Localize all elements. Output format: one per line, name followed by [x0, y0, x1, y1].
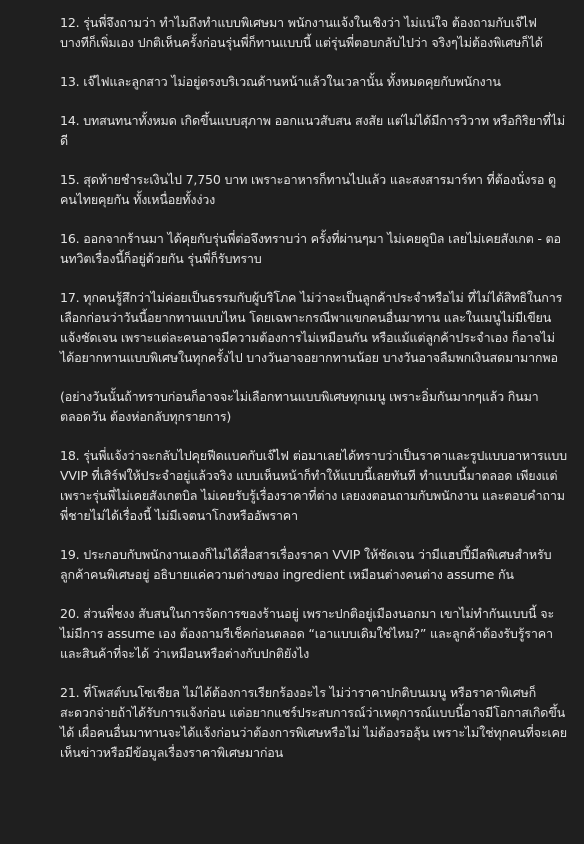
paragraph-21: 21. ที่โพสต์บนโซเชียล ไม่ได้ต้องการเรียกร้องอะไร ไม่ว่าราคาปกติบนเมนู หรือราคาพิเศษก็สะดวกจ่ายถ้าได้รับการแจ้งก่อน แต่อยากแชร์ประสบการณ์ว่าเหตุการณ์แบบนี้อาจมีโอกาสเกิดขึ้นได้ เผื่อคนอื่นมาทานจะได้แจ้งก่อนว่าต้องการพิเศษหรือไม่ ไม่ต้องรอลุ้น เพราะไม่ใช่ทุกคนที่จะเคยเห็นข่าวหรือมีข้อมูลเรื่องราคาพิเศษมาก่อน [60, 685, 567, 760]
paragraph-12: 12. รุ่นพี่จึงถามว่า ทำไมถึงทำแบบพิเศษมา พนักงานแจ้งในเชิงว่า ไม่แน่ใจ ต้องถามกับเจ๊ไฟ บางทีก็เพิ่มเอง ปกติเห็นครั้งก่อนรุ่นพี่ก็ทานแบบนี้ แต่รุ่นพี่ตอบกลับไปว่า จริงๆไม่ต้องพิเศษก็ได้ [60, 15, 543, 50]
paragraph-17-note: (อย่างวันนั้นถ้าทราบก่อนก็อาจจะไม่เลือกทานแบบพิเศษทุกเมนู เพราะอิ่มกันมากๆแล้ว กินมาตลอดวัน ต้องห่อกลับทุกรายการ) [60, 389, 539, 424]
paragraph-14: 14. บทสนทนาทั้งหมด เกิดขึ้นแบบสุภาพ ออกแนวสับสน สงสัย แต่ไม่ได้มีการวิวาท หรือกิริยาที่ไม่ดี [60, 113, 566, 148]
paragraph-15: 15. สุดท้ายชำระเงินไป 7,750 บาท เพราะอาหารก็ทานไปแล้ว และสงสารมาร์ทา ที่ต้องนั่งรอ ดูคนไทยคุยกัน ทั้งเหนื่อยทั้งง่วง [60, 172, 556, 207]
paragraph-19: 19. ประกอบกับพนักงานเองก็ไม่ได้สื่อสารเรื่องราคา VVIP ให้ชัดเจน ว่ามีแฮปปี้มีลพิเศษสำหรับลูกค้าคนพิเศษอยู่ อธิบายแค่ความต่างของ ingredient เหมือนต่างคนต่าง assume กัน [60, 547, 552, 582]
paragraph-18: 18. รุ่นพี่แจ้งว่าจะกลับไปคุยฟีดแบคกับเจ๊ไฟ ต่อมาเลยได้ทราบว่าเป็นราคาและรูปแบบอาหารแบบ VVIP ที่เสิร์ฟให้ประจำอยู่แล้วจริง แบบเห็นหน้าก็ทำให้แบบนี้เลยทันที ทำแบบนี้มาตลอด เพียงแต่เพราะรุ่นพี่ไม่เคยสังเกตบิล ไม่เคยรับรู้เรื่องราคาที่ต่าง เลยงงตอนถามกับพนักงาน และตอบคำถามพี่ชายไม่ได้เรื่องนี้ ไม่มีเจตนาโกงหรืออัพราคา [60, 448, 567, 523]
paragraph-20: 20. ส่วนพี่ชงง สับสนในการจัดการของร้านอยู่ เพราะปกติอยู่เมืองนอกมา เขาไม่ทำกันแบบนี้ จะไม่มีการ assume เอง ต้องถามรีเช็คก่อนตลอด “เอาแบบเดิมใช่ไหม?” และลูกค้าต้องรับรู้ราคาและสินค้าที่จะได้ ว่าเหมือนหรือต่างกับปกติยังไง [60, 606, 555, 661]
paragraph-16: 16. ออกจากร้านมา ได้คุยกับรุ่นพี่ต่อจึงทราบว่า ครั้งที่ผ่านๆมา ไม่เคยดูบิล เลยไม่เคยสังเกต - ตอนทวิตเรื่องนี้ก็อยู่ด้วยกัน รุ่นพี่ก็รับทราบ [60, 231, 561, 266]
paragraph-17: 17. ทุกคนรู้สึกว่าไม่ค่อยเป็นธรรมกับผู้บริโภค ไม่ว่าจะเป็นลูกค้าประจำหรือไม่ ที่ไม่ได้สิทธิในการเลือกก่อนว่าวันนี้อยากทานแบบไหน โดยเฉพาะกรณีพาแขกคนอื่นมาทาน และในเมนูไม่มีเขียนแจ้งชัดเจน เพราะแต่ละคนอาจมีความต้องการไม่เหมือนกัน หรือแม้แต่ลูกค้าประจำเอง ก็อาจไม่ได้อยากทานแบบพิเศษในทุกครั้งไป บางวันอาจอยากทานน้อย บางวันอาจลืมพกเงินสดมามากพอ [60, 290, 563, 365]
paragraph-13: 13. เจ๊ไฟและลูกสาว ไม่อยู่ตรงบริเวณด้านหน้าแล้วในเวลานั้น ทั้งหมดคุยกับพนักงาน [60, 74, 501, 89]
